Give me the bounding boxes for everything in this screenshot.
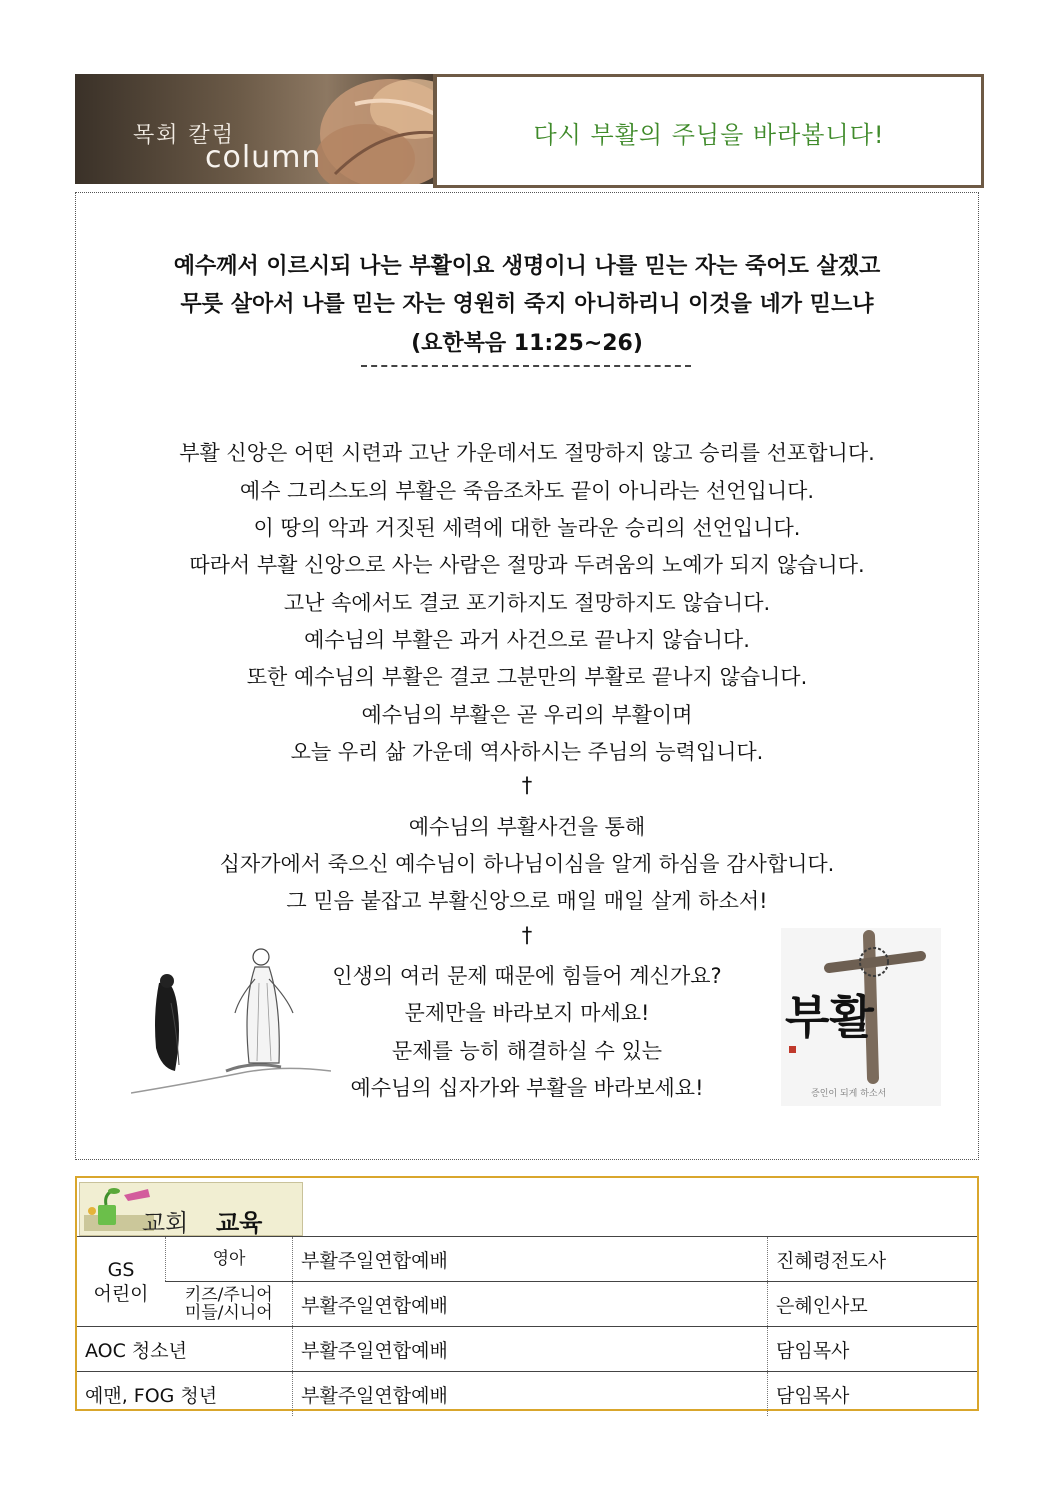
dashed-divider (361, 365, 691, 367)
banner-label-korean: 목회 칼럼 (133, 123, 236, 148)
group-label-children: 어린이 (93, 1282, 149, 1305)
column-banner (75, 74, 435, 184)
program-cell: 부활주일연합예배 (293, 1282, 768, 1327)
column-header (75, 74, 979, 184)
body-line: 따라서 부활 신앙으로 사는 사람은 절망과 두려움의 노예가 되지 않습니다. (189, 553, 865, 577)
body-line: 이 땅의 악과 거짓된 세력에 대한 놀라운 승리의 선언입니다. (253, 516, 801, 540)
body-line: 부활 신앙은 어떤 시련과 고난 가운데서도 절망하지 않고 승리를 선포합니다. (179, 441, 875, 465)
calligraphy-cross-icon (781, 928, 941, 1106)
verse-reference: (요한복음 11:25~26) (411, 331, 643, 356)
body-line: 오늘 우리 삶 가운데 역사하시는 주님의 능력입니다. (290, 740, 764, 764)
calligraphy-word: 부활 (785, 990, 874, 1044)
body-line: 그 믿음 붙잡고 부활신앙으로 매일 매일 살게 하소서! (286, 889, 768, 913)
body-line: 예수님의 부활은 곧 우리의 부활이며 (361, 703, 693, 727)
body-line: 문제를 능히 해결하실 수 있는 (391, 1039, 663, 1063)
body-line: 예수 그리스도의 부활은 죽음조차도 끝이 아니라는 선언입니다. (239, 479, 815, 503)
table-row (77, 1372, 977, 1417)
body-line: 예수님의 십자가와 부활을 바라보세요! (350, 1076, 704, 1100)
body-line: 고난 속에서도 결코 포기하지도 절망하지도 않습니다. (283, 591, 771, 615)
education-header (79, 1182, 303, 1236)
cross-symbol: † (521, 923, 533, 947)
body-line: 또한 예수님의 부활은 결코 그분만의 부활로 끝나지 않습니다. (246, 665, 808, 689)
program-cell: 부활주일연합예배 (293, 1372, 768, 1417)
leader-cell: 은혜인사모 (768, 1282, 978, 1327)
program-cell: 부활주일연합예배 (293, 1327, 768, 1372)
column-body (75, 192, 979, 1160)
department-cell: 예맨, FOG 청년 (77, 1372, 293, 1417)
table-row (77, 1327, 977, 1372)
table-row (77, 1237, 977, 1282)
body-line: 십자가에서 죽으신 예수님이 하나님이심을 알게 하심을 감사합니다. (219, 852, 835, 876)
body-line: 예수님의 부활사건을 통해 (408, 815, 646, 839)
department-cell: AOC 청소년 (77, 1327, 293, 1372)
body-line: 문제만을 바라보지 마세요! (404, 1001, 650, 1025)
table-row (77, 1282, 977, 1327)
resurrection-sketch-image (131, 943, 331, 1103)
sub-department-line: 키즈/주니어 (184, 1285, 273, 1305)
leader-cell: 담임목사 (768, 1327, 978, 1372)
cross-symbol: † (521, 773, 533, 797)
verse-line-2: 무릇 살아서 나를 믿는 자는 영원히 죽지 아니하리니 이것을 네가 믿느냐 (180, 292, 874, 317)
education-title-bold: 교육 (216, 1209, 263, 1237)
column-title-box (433, 74, 984, 188)
group-label-gs: GS (107, 1258, 135, 1281)
group-cell (77, 1237, 166, 1327)
calligraphy-image (781, 928, 941, 1106)
body-line: 인생의 여러 문제 때문에 힘들어 계신가요? (332, 964, 722, 988)
leader-cell: 진혜령전도사 (768, 1237, 978, 1282)
body-line: 예수님의 부활은 과거 사건으로 끝나지 않습니다. (304, 628, 750, 652)
education-section (75, 1176, 979, 1411)
calligraphy-caption: 증인이 되게 하소서 (811, 1089, 887, 1099)
sub-department-line: 미들/시니어 (184, 1303, 273, 1323)
program-cell: 부활주일연합예배 (293, 1237, 768, 1282)
sub-department-cell (166, 1282, 293, 1327)
banner-label-english: column (205, 140, 322, 175)
education-table (77, 1236, 977, 1416)
education-title-plain: 교회 (142, 1209, 189, 1237)
sub-department-cell: 영아 (166, 1237, 293, 1282)
column-title: 다시 부활의 주님을 바라봅니다! (533, 121, 885, 149)
verse-line-1: 예수께서 이르시되 나는 부활이요 생명이니 나를 믿는 자는 죽어도 살겠고 (173, 254, 881, 279)
leader-cell: 담임목사 (768, 1372, 978, 1417)
